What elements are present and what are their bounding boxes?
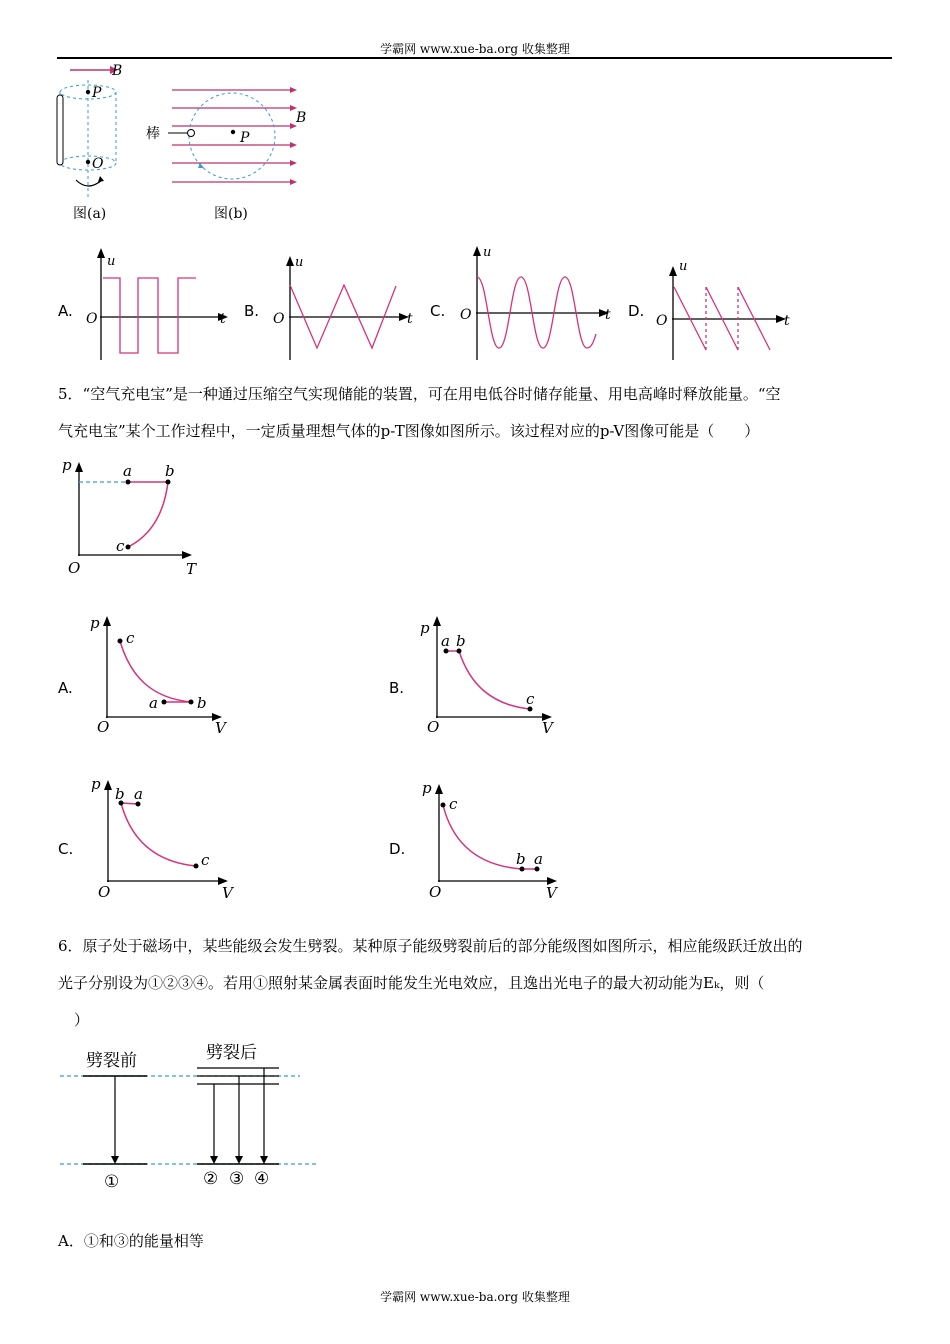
- fig-b-caption: 图(b): [214, 206, 248, 222]
- q4-c-O: O: [460, 307, 472, 323]
- q5-option-d-label[interactable]: D.: [389, 840, 406, 858]
- q5-a-pt2: a: [149, 694, 158, 712]
- q5-a-V: V: [215, 719, 226, 737]
- q4-a-t: t: [220, 311, 226, 327]
- q5-d-V: V: [546, 884, 557, 902]
- q5-pt-O: O: [68, 559, 81, 577]
- q5-d-O: O: [429, 883, 442, 901]
- q4-option-c-label[interactable]: C.: [430, 302, 446, 320]
- q6-option-a[interactable]: A．①和③的能量相等: [58, 1232, 204, 1250]
- q4-option-b-label[interactable]: B.: [244, 302, 260, 320]
- q5-option-b-label[interactable]: B.: [389, 679, 405, 697]
- photon-4-label: ④: [254, 1169, 270, 1189]
- q5-stem-line2: 气充电宝”某个工作过程中，一定质量理想气体的p-T图像如图所示。该过程对应的p-V图像可能是（ ）: [58, 422, 760, 440]
- q4-d-u: u: [679, 259, 688, 274]
- q5-pt-c: c: [116, 537, 125, 555]
- q5-d-pt1: c: [449, 795, 458, 813]
- q5-a-pt1: c: [126, 629, 135, 647]
- q4-option-d-label[interactable]: D.: [628, 302, 645, 320]
- q5-b-pt3: c: [526, 690, 535, 708]
- q5-b-O: O: [427, 718, 440, 736]
- q5-pt-T: T: [186, 560, 197, 578]
- q4-d-O: O: [656, 313, 668, 329]
- label-after-split: 劈裂后: [206, 1043, 257, 1063]
- q4-d-t: t: [784, 313, 790, 329]
- q5-b-p: p: [420, 619, 430, 637]
- q4-a-u: u: [107, 254, 116, 269]
- q5-pt-b: b: [165, 462, 175, 480]
- q4-b-t: t: [407, 311, 413, 327]
- label-rod: 棒: [146, 126, 160, 142]
- label-before-split: 劈裂前: [86, 1051, 137, 1071]
- q4-c-u: u: [483, 245, 492, 260]
- q6-stem-line1: 6．原子处于磁场中，某些能级会发生劈裂。某种原子能级劈裂前后的部分能级图如图所示，相应能级跃迁放出的: [58, 937, 803, 955]
- q5-b-V: V: [542, 719, 553, 737]
- page-header: 学霸网 www.xue-ba.org 收集整理: [380, 42, 570, 56]
- q5-option-a-label[interactable]: A.: [58, 679, 73, 697]
- q5-a-p: p: [90, 614, 100, 632]
- q5-a-O: O: [97, 718, 110, 736]
- q6-stem-line2: 光子分别设为①②③④。若用①照射某金属表面时能发生光电效应，且逸出光电子的最大初动能为Eₖ，则（: [58, 974, 765, 992]
- q5-d-pt2: b: [516, 850, 526, 868]
- q5-option-c-label[interactable]: C.: [58, 840, 74, 858]
- q5-d-pt3: a: [534, 850, 543, 868]
- q5-c-p: p: [91, 775, 101, 793]
- label-P-a: P: [92, 85, 102, 101]
- q5-c-pt2: a: [134, 785, 143, 803]
- label-B-b: B: [296, 110, 307, 126]
- q5-stem-line1: 5．“空气充电宝”是一种通过压缩空气实现储能的装置，可在用电低谷时储存能量、用电高峰时释放能量。“空: [58, 385, 781, 403]
- photon-2-label: ②: [203, 1169, 219, 1189]
- q5-a-pt3: b: [197, 694, 207, 712]
- photon-3-label: ③: [229, 1169, 245, 1189]
- fig-a-caption: 图(a): [73, 206, 107, 222]
- q4-c-t: t: [605, 307, 611, 323]
- q4-a-O: O: [86, 311, 98, 327]
- label-P-b: P: [240, 130, 250, 146]
- q5-pt-a: a: [123, 462, 132, 480]
- q5-c-V: V: [222, 884, 233, 902]
- q4-b-u: u: [295, 255, 304, 270]
- page-footer: 学霸网 www.xue-ba.org 收集整理: [380, 1290, 570, 1304]
- q5-c-pt1: b: [115, 785, 125, 803]
- q5-pt-p: p: [62, 456, 72, 474]
- q5-c-O: O: [98, 883, 111, 901]
- q5-d-p: p: [422, 779, 432, 797]
- q5-b-pt1: a: [441, 632, 450, 650]
- q4-option-a-label[interactable]: A.: [58, 302, 73, 320]
- label-B-a: B: [112, 63, 123, 79]
- q5-b-pt2: b: [456, 632, 466, 650]
- q5-c-pt3: c: [201, 851, 210, 869]
- q4-b-O: O: [273, 311, 285, 327]
- q6-stem-line3: ）: [74, 1011, 90, 1029]
- photon-1-label: ①: [104, 1172, 120, 1192]
- label-O-a: O: [92, 156, 104, 172]
